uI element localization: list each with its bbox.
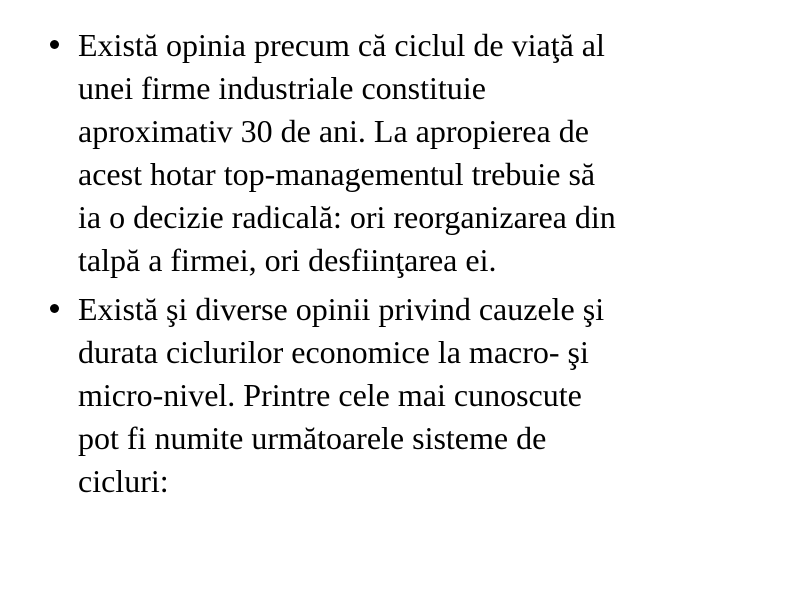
- bullet-text: Există opinia precum că ciclul de viaţă al unei firme industriale constituie aproximativ 30 de ani. La apropierea de acest hotar top-managementul trebuie să ia o decizie radicală: ori reorganizarea din talpă a firmei, ori desfiinţarea ei.: [78, 27, 616, 278]
- bullet-text: Există şi diverse opinii privind cauzele şi durata ciclurilor economice la macro- şi micro-nivel. Printre cele mai cunoscute pot fi numite următoarele sisteme de cicluri:: [78, 291, 605, 499]
- bullet-item-1: [78, 24, 778, 282]
- bullet-icon: [50, 40, 59, 49]
- bullet-list: [78, 24, 778, 509]
- bullet-icon: [50, 304, 59, 313]
- bullet-item-2: [78, 288, 778, 503]
